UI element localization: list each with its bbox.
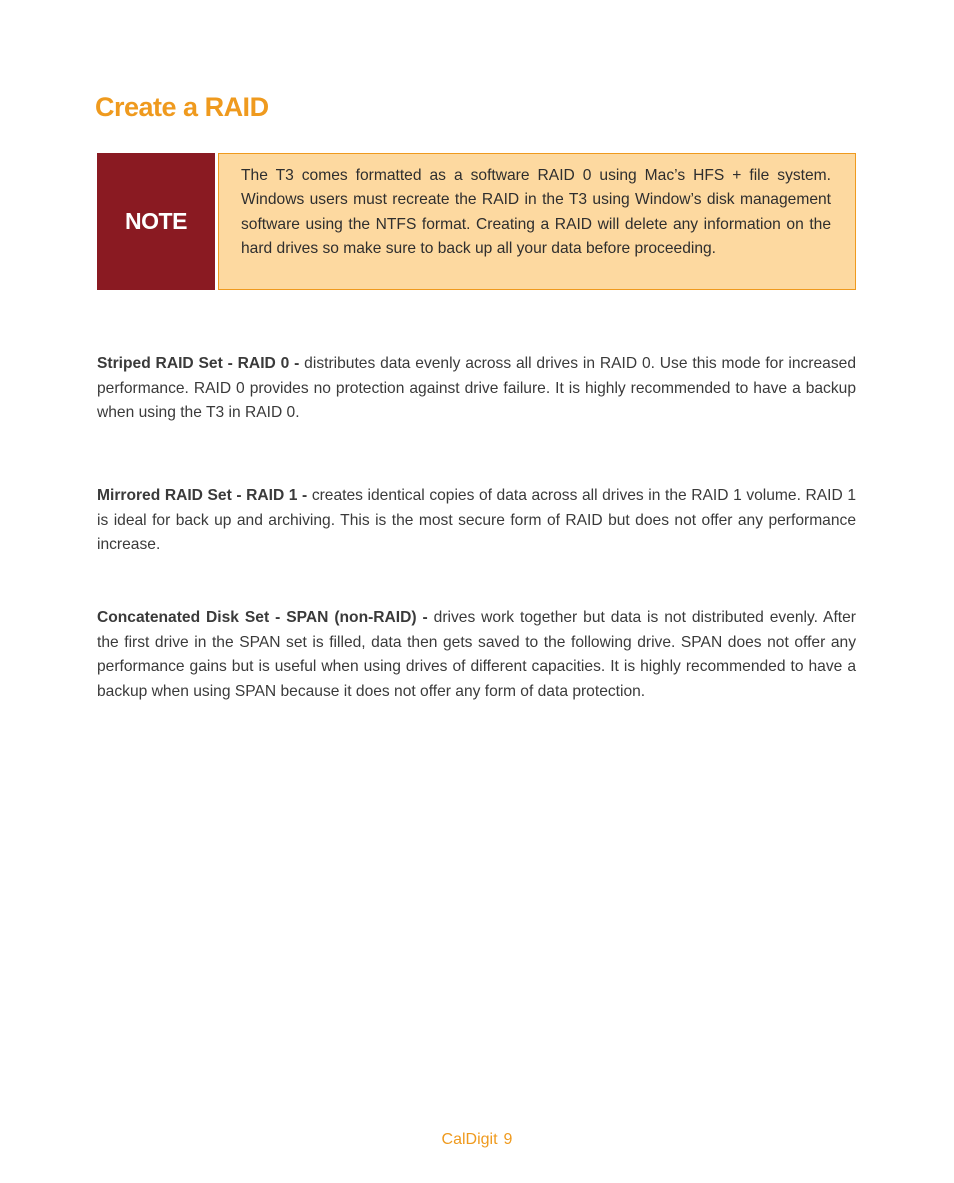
page-footer (0, 1131, 954, 1149)
note-body (218, 153, 856, 290)
section-term-raid-0: Striped RAID Set - RAID 0 - (97, 355, 300, 372)
note-label-block (97, 153, 215, 290)
footer-brand: CalDigit (441, 1131, 498, 1148)
section-text-span: drives work together but data is not distributed evenly. After the first drive in the SPAN set is filled, data then gets saved to the following drive. SPAN does not offer any performance gains but is useful when using drives of different capacities. It is highly recommended to have a backup when using SPAN because it does not offer any form of data protection. (97, 609, 856, 700)
section-raid-1 (97, 484, 856, 558)
note-label: NOTE (125, 208, 187, 234)
section-term-raid-1: Mirrored RAID Set - RAID 1 - (97, 487, 308, 504)
note-callout (97, 153, 856, 290)
note-text: The T3 comes formatted as a software RAID 0 using Mac’s HFS + file system. Windows users must recreate the RAID in the T3 using Window’s disk management software using the NTFS format. Creating a RAID will delete any information on the hard drives so make sure to back up all your data before proceeding. (241, 167, 831, 257)
section-span (97, 606, 856, 704)
section-text-raid-0: distributes data evenly across all drives in RAID 0. Use this mode for increased performance. RAID 0 provides no protection against drive failure. It is highly recommended to have a backup when using the T3 in RAID 0. (97, 355, 856, 421)
section-term-span: Concatenated Disk Set - SPAN (non-RAID) - (97, 609, 428, 626)
page-number: 9 (503, 1131, 513, 1148)
section-text-raid-1: creates identical copies of data across all drives in the RAID 1 volume. RAID 1 is ideal for back up and archiving. This is the most secure form of RAID but does not offer any performance increase. (97, 487, 856, 553)
section-raid-0 (97, 352, 856, 426)
page-title: Create a RAID (95, 92, 269, 122)
